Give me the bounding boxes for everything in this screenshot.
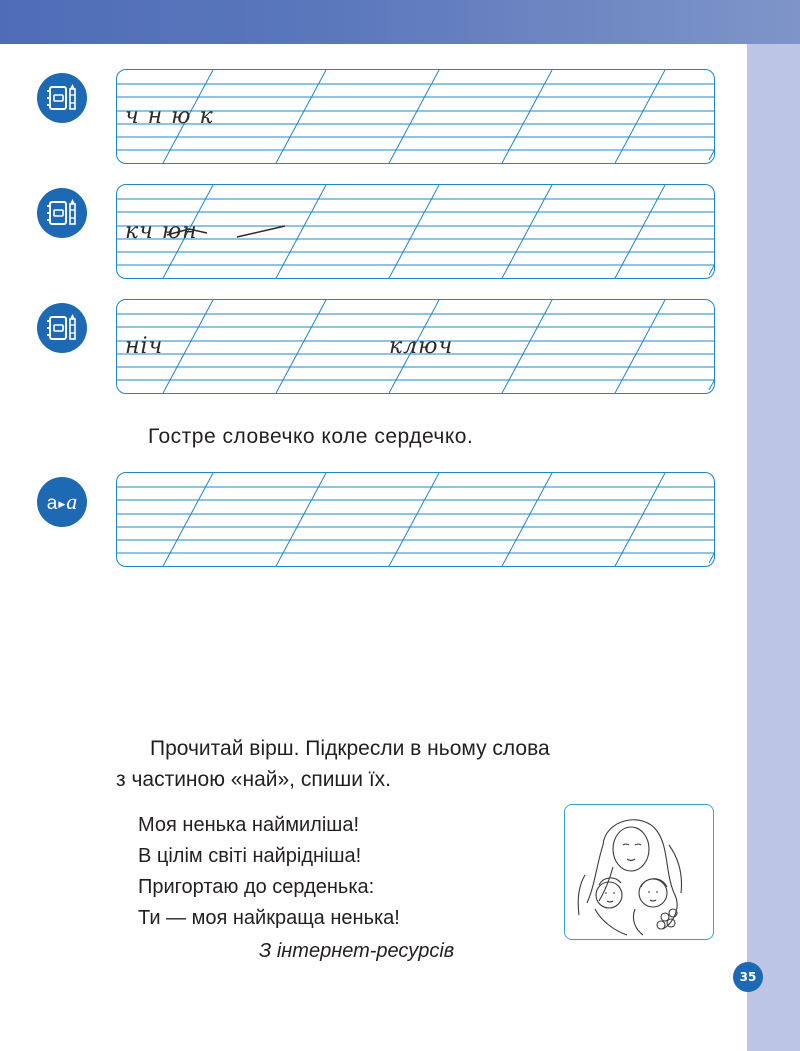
handwriting-sample: ключ bbox=[389, 334, 454, 359]
proverb-text: Гостре словечко коле сердечко. bbox=[148, 425, 474, 448]
handwriting-lines-1[interactable] bbox=[116, 69, 715, 164]
task-line-1: Прочитай вірш. Підкресли в ньому слова bbox=[150, 737, 550, 760]
poem-line: Моя ненька наймиліша! bbox=[138, 814, 359, 836]
notebook-pencil-icon bbox=[37, 73, 87, 123]
poem-line: Ти — моя найкраща ненька! bbox=[138, 907, 400, 929]
page-number: 35 bbox=[733, 962, 763, 992]
task-line-2: з частиною «най», спиши їх. bbox=[116, 768, 392, 791]
poem-source: З інтернет-ресурсів bbox=[259, 940, 455, 962]
poem bbox=[138, 810, 400, 934]
handwriting-sample: ч н ю к bbox=[125, 104, 214, 129]
poem-line: В цілім світі найрідніша! bbox=[138, 845, 362, 867]
script-letter: a bbox=[66, 489, 78, 514]
handwriting-lines-4[interactable] bbox=[116, 472, 715, 567]
notebook-pencil-icon bbox=[37, 188, 87, 238]
print-to-script-icon bbox=[37, 477, 87, 527]
handwriting-lines-2[interactable] bbox=[116, 184, 715, 279]
notebook-pencil-icon bbox=[37, 303, 87, 353]
handwriting-lines-3[interactable] bbox=[116, 299, 715, 394]
top-color-band bbox=[0, 0, 800, 44]
handwriting-sample: кч юн bbox=[125, 219, 198, 244]
task-instructions bbox=[116, 733, 722, 795]
printed-letter: а bbox=[46, 493, 58, 514]
handwriting-sample: нiч bbox=[125, 334, 164, 359]
mother-with-children-illustration bbox=[564, 804, 714, 940]
side-color-band bbox=[747, 44, 800, 1051]
arrow-right-icon: ▶ bbox=[58, 499, 66, 509]
poem-line: Пригортаю до серденька: bbox=[138, 876, 375, 898]
